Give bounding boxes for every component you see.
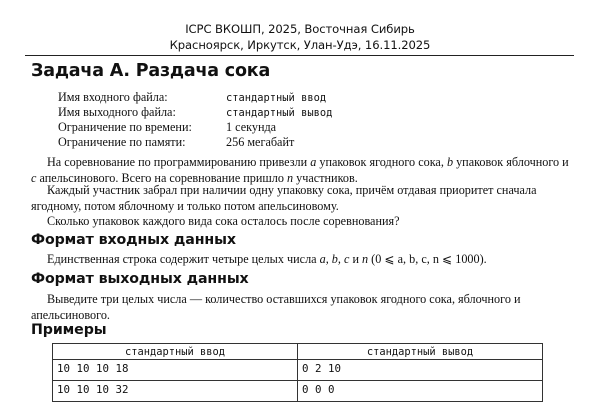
memory-limit-value: 256 мегабайт xyxy=(226,135,295,149)
examples-input-header: стандартный ввод xyxy=(53,344,298,360)
statement-paragraph-2: Каждый участник забрал при наличии одну упаковку сока, причём отдавая приоритет сначала ягодному, потом яблочному и только потом апельсиновому. xyxy=(31,183,537,213)
input-format-text: Единственная строка содержит четыре целых числа a, b, c и n (0 ⩽ a, b, c, n ⩽ 1000). xyxy=(47,252,487,266)
statement-paragraph-1: На соревнование по программированию привезли a упаковок ягодного сока, b упаковок яблочного и c апельсинового. Всего на соревнование пришло n участников. xyxy=(31,155,569,185)
table-row xyxy=(53,381,543,402)
examples-table xyxy=(52,343,543,402)
output-format-text: Выведите три целых числа — количество оставшихся упаковок ягодного сока, яблочного и апельсинового. xyxy=(31,292,521,322)
memory-limit-label: Ограничение по памяти: xyxy=(58,135,186,149)
contest-header-line1: ICPC ВКОШП, 2025, Восточная Сибирь xyxy=(185,22,415,36)
statement-paragraph-3: Сколько упаковок каждого вида сока осталось после соревнования? xyxy=(47,214,400,228)
example-input-cell: 10 10 10 18 xyxy=(53,360,298,381)
examples-output-header: стандартный вывод xyxy=(298,344,543,360)
example-output-cell: 0 0 0 xyxy=(298,381,543,402)
time-limit-value: 1 секунда xyxy=(226,120,277,134)
input-file-label: Имя входного файла: xyxy=(58,90,168,104)
examples-header-row xyxy=(53,344,543,360)
table-row xyxy=(53,360,543,381)
examples-heading: Примеры xyxy=(31,322,107,338)
output-file-label: Имя выходного файла: xyxy=(58,105,176,119)
input-file-value: стандартный ввод xyxy=(226,92,327,104)
time-limit-label: Ограничение по времени: xyxy=(58,120,192,134)
output-format-heading: Формат выходных данных xyxy=(31,271,249,287)
input-format-heading: Формат входных данных xyxy=(31,232,236,248)
contest-header-line2: Красноярск, Иркутск, Улан-Удэ, 16.11.2025 xyxy=(169,38,431,52)
header-divider xyxy=(25,55,574,56)
example-input-cell: 10 10 10 32 xyxy=(53,381,298,402)
example-output-cell: 0 2 10 xyxy=(298,360,543,381)
output-file-value: стандартный вывод xyxy=(226,107,333,119)
problem-title: Задача A. Раздача сока xyxy=(31,61,271,81)
